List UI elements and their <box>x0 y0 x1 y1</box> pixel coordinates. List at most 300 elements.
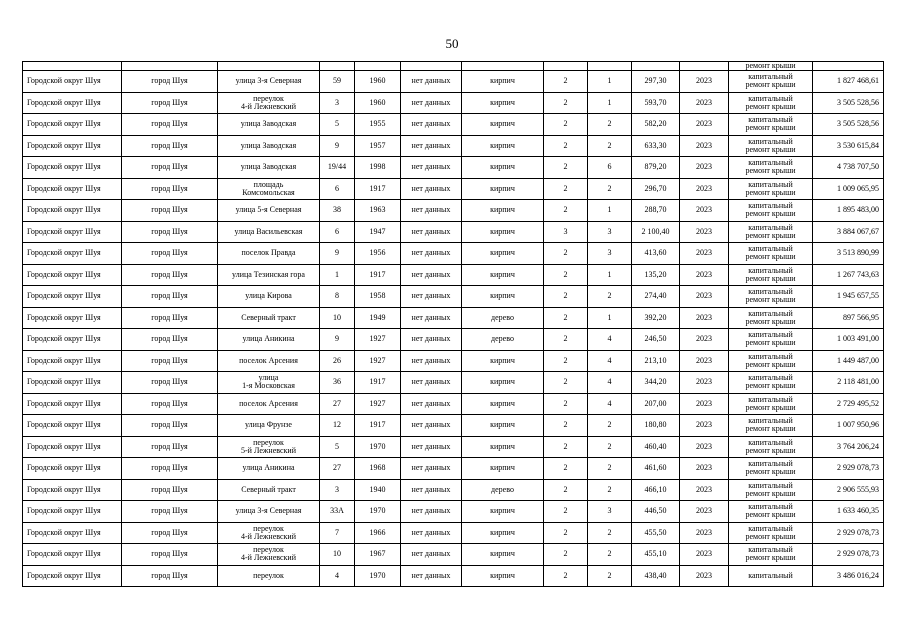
plan-year-cell: 2023 <box>680 458 729 480</box>
street-line: Северный тракт <box>241 484 296 494</box>
floors-cell: 2 <box>544 307 588 329</box>
floors-cell: 2 <box>544 264 588 286</box>
wall-material-cell: кирпич <box>462 157 544 179</box>
build-year-cell: 1966 <box>355 522 401 544</box>
street-line: поселок Арсения <box>239 355 298 365</box>
table-row <box>23 200 884 222</box>
cost-cell: 3 486 016,24 <box>813 565 884 587</box>
area-cell: 413,60 <box>632 243 680 265</box>
build-year-cell: 1958 <box>355 286 401 308</box>
cost-cell: 2 906 555,93 <box>813 479 884 501</box>
cost-cell: 2 729 495,52 <box>813 393 884 415</box>
last-repair-cell: нет данных <box>401 544 462 566</box>
wall-material-cell: кирпич <box>462 92 544 114</box>
work-type-cell <box>729 329 813 351</box>
settlement-cell: город Шуя <box>122 178 218 200</box>
table-row <box>23 458 884 480</box>
entrances-cell: 2 <box>588 522 632 544</box>
settlement-cell: город Шуя <box>122 307 218 329</box>
municipality-cell: Городской округ Шуя <box>23 350 122 372</box>
work-type-cell <box>729 415 813 437</box>
settlement-cell: город Шуя <box>122 522 218 544</box>
municipality-cell: Городской округ Шуя <box>23 135 122 157</box>
build-year-cell: 1917 <box>355 178 401 200</box>
plan-year-cell: 2023 <box>680 92 729 114</box>
plan-year-cell: 2023 <box>680 178 729 200</box>
work-type-cell <box>729 243 813 265</box>
entrances-cell: 3 <box>588 221 632 243</box>
settlement-cell: город Шуя <box>122 71 218 93</box>
entrances-cell: 4 <box>588 372 632 394</box>
cost-cell: 3 530 615,84 <box>813 135 884 157</box>
work-type-line: ремонт крыши <box>745 295 796 305</box>
cost-cell: 3 884 067,67 <box>813 221 884 243</box>
wall-material-cell: кирпич <box>462 565 544 587</box>
work-type-cell <box>729 479 813 501</box>
street-cell <box>218 565 320 587</box>
work-type-line: капитальный <box>748 265 793 275</box>
last-repair-cell: нет данных <box>401 565 462 587</box>
settlement-cell: город Шуя <box>122 114 218 136</box>
table-row <box>23 415 884 437</box>
municipality-cell: Городской округ Шуя <box>23 415 122 437</box>
settlement-cell: город Шуя <box>122 393 218 415</box>
house-number-cell: 4 <box>320 565 355 587</box>
area-cell: 213,10 <box>632 350 680 372</box>
work-type-line: капитальный <box>748 287 793 297</box>
area-cell: 2 100,40 <box>632 221 680 243</box>
street-line: улица Аникина <box>242 334 295 344</box>
wall-material-cell: кирпич <box>462 544 544 566</box>
work-type-line: капитальный <box>748 308 793 318</box>
street-line: Северный тракт <box>241 312 296 322</box>
work-type-cell <box>729 393 813 415</box>
house-number-cell: 9 <box>320 135 355 157</box>
wall-material-cell: кирпич <box>462 458 544 480</box>
cost-cell: 1 009 065,95 <box>813 178 884 200</box>
work-type-line: капитальный <box>748 136 793 146</box>
municipality-cell: Городской округ Шуя <box>23 92 122 114</box>
municipality-cell: Городской округ Шуя <box>23 286 122 308</box>
area-cell: 296,70 <box>632 178 680 200</box>
wall-material-cell: кирпич <box>462 135 544 157</box>
plan-year-cell: 2023 <box>680 157 729 179</box>
entrances-cell: 4 <box>588 350 632 372</box>
work-type-cell <box>729 286 813 308</box>
cost-cell: 1 827 468,61 <box>813 71 884 93</box>
cost-cell: 2 929 078,73 <box>813 522 884 544</box>
table-row <box>23 436 884 458</box>
work-type-line: капитальный <box>748 222 793 232</box>
area-cell: 274,40 <box>632 286 680 308</box>
plan-year-cell: 2023 <box>680 264 729 286</box>
area-cell: 297,30 <box>632 71 680 93</box>
entrances-cell: 2 <box>588 286 632 308</box>
wall-material-cell: кирпич <box>462 114 544 136</box>
street-line: 5-й Лежневский <box>241 445 296 455</box>
street-line: улица Тезинская гора <box>232 269 305 279</box>
last-repair-cell: нет данных <box>401 350 462 372</box>
floors-cell: 2 <box>544 157 588 179</box>
wall-material-cell: кирпич <box>462 264 544 286</box>
plan-year-cell: 2023 <box>680 243 729 265</box>
work-type-line: капитальный <box>748 330 793 340</box>
floors-cell: 2 <box>544 200 588 222</box>
wall-material-cell: кирпич <box>462 286 544 308</box>
last-repair-cell: нет данных <box>401 479 462 501</box>
plan-year-cell: 2023 <box>680 71 729 93</box>
area-cell: 461,60 <box>632 458 680 480</box>
entrances-cell: 6 <box>588 157 632 179</box>
wall-material-cell: кирпич <box>462 221 544 243</box>
settlement-cell: город Шуя <box>122 200 218 222</box>
street-cell <box>218 372 320 394</box>
house-number-cell: 9 <box>320 243 355 265</box>
street-line: улица Васильевская <box>234 226 303 236</box>
settlement-cell: город Шуя <box>122 415 218 437</box>
build-year-cell: 1947 <box>355 221 401 243</box>
build-year-cell: 1960 <box>355 71 401 93</box>
area-cell: 879,20 <box>632 157 680 179</box>
floors-cell: 2 <box>544 458 588 480</box>
work-type-line: капитальный <box>748 351 793 361</box>
cost-cell: 2 929 078,73 <box>813 544 884 566</box>
work-type-cell <box>729 501 813 523</box>
street-cell <box>218 264 320 286</box>
work-type-line: ремонт крыши <box>745 209 796 219</box>
wall-material-cell: дерево <box>462 479 544 501</box>
wall-material-cell: кирпич <box>462 501 544 523</box>
last-repair-cell: нет данных <box>401 458 462 480</box>
street-line: улица Заводская <box>240 119 297 129</box>
house-number-cell: 59 <box>320 71 355 93</box>
work-type-line: ремонт крыши <box>745 166 796 176</box>
work-type-line: ремонт крыши <box>745 187 796 197</box>
floors-cell: 2 <box>544 135 588 157</box>
area-cell: 455,50 <box>632 522 680 544</box>
cost-cell: 3 764 206,24 <box>813 436 884 458</box>
house-number-cell: 12 <box>320 415 355 437</box>
work-type-line: ремонт крыши <box>745 123 796 133</box>
work-type-line: капитальный <box>748 502 793 512</box>
wall-material-cell: кирпич <box>462 393 544 415</box>
work-type-line: капитальный <box>748 201 793 211</box>
municipality-cell: Городской округ Шуя <box>23 501 122 523</box>
cost-cell: 4 738 707,50 <box>813 157 884 179</box>
municipality-cell: Городской округ Шуя <box>23 71 122 93</box>
floors-cell: 2 <box>544 243 588 265</box>
house-number-cell: 7 <box>320 522 355 544</box>
build-year-cell: 1927 <box>355 350 401 372</box>
floors-cell: 2 <box>544 92 588 114</box>
table-row <box>23 393 884 415</box>
street-line: переулок <box>253 93 284 103</box>
work-type-cell: ремонт крыши <box>729 62 813 71</box>
settlement-cell: город Шуя <box>122 135 218 157</box>
street-line: улица <box>258 373 279 383</box>
work-type-line: ремонт крыши <box>745 381 796 391</box>
build-year-cell: 1917 <box>355 372 401 394</box>
municipality-cell: Городской округ Шуя <box>23 436 122 458</box>
house-number-cell: 26 <box>320 350 355 372</box>
work-type-cell <box>729 157 813 179</box>
cost-cell: 897 566,95 <box>813 307 884 329</box>
house-number-cell: 19/44 <box>320 157 355 179</box>
plan-year-cell: 2023 <box>680 544 729 566</box>
build-year-cell: 1967 <box>355 544 401 566</box>
plan-year-cell: 2023 <box>680 307 729 329</box>
housing-repair-table <box>22 61 884 587</box>
last-repair-cell: нет данных <box>401 329 462 351</box>
house-number-cell: 27 <box>320 458 355 480</box>
municipality-cell: Городской округ Шуя <box>23 243 122 265</box>
street-line: переулок <box>253 570 284 580</box>
house-number-cell: 5 <box>320 114 355 136</box>
work-type-cell <box>729 200 813 222</box>
street-line: переулок <box>253 545 284 555</box>
build-year-cell: 1970 <box>355 436 401 458</box>
municipality-cell: Городской округ Шуя <box>23 393 122 415</box>
work-type-line: капитальный <box>748 158 793 168</box>
floors-cell: 2 <box>544 178 588 200</box>
table-row <box>23 286 884 308</box>
street-cell <box>218 458 320 480</box>
last-repair-cell: нет данных <box>401 286 462 308</box>
work-type-line: ремонт крыши <box>745 531 796 541</box>
floors-cell: 2 <box>544 544 588 566</box>
street-cell <box>218 329 320 351</box>
area-cell: 460,40 <box>632 436 680 458</box>
street-line: улица 5-я Северная <box>235 205 302 215</box>
settlement-cell: город Шуя <box>122 221 218 243</box>
build-year-cell: 1927 <box>355 393 401 415</box>
cost-cell: 1 945 657,55 <box>813 286 884 308</box>
street-line: улица Заводская <box>240 140 297 150</box>
municipality-cell: Городской округ Шуя <box>23 544 122 566</box>
cost-cell: 1 267 743,63 <box>813 264 884 286</box>
street-cell <box>218 501 320 523</box>
last-repair-cell: нет данных <box>401 372 462 394</box>
table-row <box>23 479 884 501</box>
wall-material-cell: кирпич <box>462 71 544 93</box>
house-number-cell: 10 <box>320 307 355 329</box>
municipality-cell: Городской округ Шуя <box>23 200 122 222</box>
area-cell: 246,50 <box>632 329 680 351</box>
area-cell: 344,20 <box>632 372 680 394</box>
work-type-line: капитальный <box>748 545 793 555</box>
street-cell <box>218 221 320 243</box>
plan-year-cell: 2023 <box>680 329 729 351</box>
house-number-cell: 1 <box>320 264 355 286</box>
municipality-cell: Городской округ Шуя <box>23 178 122 200</box>
wall-material-cell: дерево <box>462 307 544 329</box>
work-type-cell <box>729 221 813 243</box>
street-line: улица Аникина <box>242 463 295 473</box>
entrances-cell: 1 <box>588 92 632 114</box>
floors-cell: 2 <box>544 565 588 587</box>
work-type-line: капитальный <box>748 394 793 404</box>
cost-cell: 1 633 460,35 <box>813 501 884 523</box>
build-year-cell: 1970 <box>355 501 401 523</box>
settlement-cell: город Шуя <box>122 157 218 179</box>
work-type-line: капитальный <box>748 244 793 254</box>
work-type-line: ремонт крыши <box>745 510 796 520</box>
street-cell <box>218 178 320 200</box>
work-type-cell <box>729 522 813 544</box>
municipality-cell: Городской округ Шуя <box>23 458 122 480</box>
street-line: 4-й Лежневский <box>241 531 296 541</box>
house-number-cell: 3 <box>320 92 355 114</box>
work-type-line: ремонт крыши <box>745 424 796 434</box>
build-year-cell: 1927 <box>355 329 401 351</box>
floors-cell: 2 <box>544 114 588 136</box>
entrances-cell: 4 <box>588 329 632 351</box>
street-line: улица Заводская <box>240 162 297 172</box>
plan-year-cell: 2023 <box>680 393 729 415</box>
settlement-cell: город Шуя <box>122 264 218 286</box>
work-type-line: капитальный <box>748 416 793 426</box>
build-year-cell: 1998 <box>355 157 401 179</box>
work-type-cell <box>729 458 813 480</box>
plan-year-cell: 2023 <box>680 286 729 308</box>
work-type-line: капитальный <box>748 115 793 125</box>
build-year-cell: 1960 <box>355 92 401 114</box>
street-cell <box>218 200 320 222</box>
street-cell <box>218 243 320 265</box>
entrances-cell: 1 <box>588 307 632 329</box>
work-type-line: ремонт крыши <box>745 230 796 240</box>
area-cell: 207,00 <box>632 393 680 415</box>
municipality-cell: Городской округ Шуя <box>23 522 122 544</box>
street-line: улица Фрунзе <box>245 420 292 430</box>
settlement-cell: город Шуя <box>122 501 218 523</box>
work-type-line: ремонт крыши <box>745 488 796 498</box>
cost-cell: 3 505 528,56 <box>813 114 884 136</box>
cost-cell: 3 513 890,99 <box>813 243 884 265</box>
house-number-cell: 38 <box>320 200 355 222</box>
entrances-cell: 2 <box>588 479 632 501</box>
entrances-cell: 1 <box>588 71 632 93</box>
area-cell: 593,70 <box>632 92 680 114</box>
settlement-cell: город Шуя <box>122 436 218 458</box>
house-number-cell: 3 <box>320 479 355 501</box>
area-cell: 455,10 <box>632 544 680 566</box>
floors-cell: 2 <box>544 436 588 458</box>
plan-year-cell: 2023 <box>680 350 729 372</box>
municipality-cell: Городской округ Шуя <box>23 157 122 179</box>
wall-material-cell: кирпич <box>462 350 544 372</box>
area-cell: 135,20 <box>632 264 680 286</box>
build-year-cell: 1970 <box>355 565 401 587</box>
work-type-line: ремонт крыши <box>745 101 796 111</box>
area-cell: 392,20 <box>632 307 680 329</box>
street-cell <box>218 350 320 372</box>
floors-cell: 2 <box>544 479 588 501</box>
wall-material-cell: кирпич <box>462 200 544 222</box>
street-cell <box>218 415 320 437</box>
area-cell: 288,70 <box>632 200 680 222</box>
settlement-cell: город Шуя <box>122 565 218 587</box>
table-row <box>23 92 884 114</box>
work-type-line: ремонт крыши <box>745 80 796 90</box>
build-year-cell: 1949 <box>355 307 401 329</box>
floors-cell: 2 <box>544 415 588 437</box>
last-repair-cell: нет данных <box>401 522 462 544</box>
work-type-cell <box>729 135 813 157</box>
work-type-cell <box>729 436 813 458</box>
build-year-cell: 1968 <box>355 458 401 480</box>
plan-year-cell: 2023 <box>680 501 729 523</box>
entrances-cell: 2 <box>588 114 632 136</box>
street-line: переулок <box>253 437 284 447</box>
street-cell <box>218 286 320 308</box>
house-number-cell: 10 <box>320 544 355 566</box>
last-repair-cell: нет данных <box>401 200 462 222</box>
municipality-cell: Городской округ Шуя <box>23 221 122 243</box>
entrances-cell: 3 <box>588 243 632 265</box>
last-repair-cell: нет данных <box>401 178 462 200</box>
street-cell <box>218 479 320 501</box>
table-row <box>23 350 884 372</box>
table-row <box>23 501 884 523</box>
municipality-cell: Городской округ Шуя <box>23 264 122 286</box>
street-line: 4-й Лежневский <box>241 553 296 563</box>
street-line: 1-я Московская <box>242 381 295 391</box>
plan-year-cell: 2023 <box>680 436 729 458</box>
work-type-cell <box>729 71 813 93</box>
street-line: улица Кирова <box>245 291 292 301</box>
floors-cell: 2 <box>544 329 588 351</box>
municipality-cell: Городской округ Шуя <box>23 329 122 351</box>
work-type-cell <box>729 544 813 566</box>
table-row <box>23 157 884 179</box>
work-type-line: капитальный <box>748 179 793 189</box>
floors-cell: 2 <box>544 71 588 93</box>
page-number: 50 <box>445 36 459 51</box>
table-row <box>23 522 884 544</box>
wall-material-cell: кирпич <box>462 415 544 437</box>
build-year-cell: 1955 <box>355 114 401 136</box>
street-cell <box>218 522 320 544</box>
entrances-cell: 2 <box>588 135 632 157</box>
municipality-cell: Городской округ Шуя <box>23 479 122 501</box>
entrances-cell: 2 <box>588 436 632 458</box>
last-repair-cell: нет данных <box>401 436 462 458</box>
last-repair-cell: нет данных <box>401 501 462 523</box>
table-row-continued <box>23 62 884 71</box>
house-number-cell: 36 <box>320 372 355 394</box>
work-type-line: ремонт крыши <box>745 316 796 326</box>
work-type-line: капитальный <box>748 570 793 580</box>
area-cell: 446,50 <box>632 501 680 523</box>
wall-material-cell: дерево <box>462 329 544 351</box>
floors-cell: 2 <box>544 501 588 523</box>
table-row <box>23 114 884 136</box>
work-type-line: ремонт крыши <box>745 359 796 369</box>
municipality-cell: Городской округ Шуя <box>23 307 122 329</box>
work-type-cell <box>729 372 813 394</box>
municipality-cell: Городской округ Шуя <box>23 565 122 587</box>
municipality-cell: Городской округ Шуя <box>23 114 122 136</box>
table-row <box>23 243 884 265</box>
work-type-line: ремонт крыши <box>745 553 796 563</box>
work-type-line: ремонт крыши <box>745 273 796 283</box>
wall-material-cell: кирпич <box>462 243 544 265</box>
area-cell: 633,30 <box>632 135 680 157</box>
settlement-cell: город Шуя <box>122 479 218 501</box>
table-row <box>23 71 884 93</box>
area-cell: 180,80 <box>632 415 680 437</box>
